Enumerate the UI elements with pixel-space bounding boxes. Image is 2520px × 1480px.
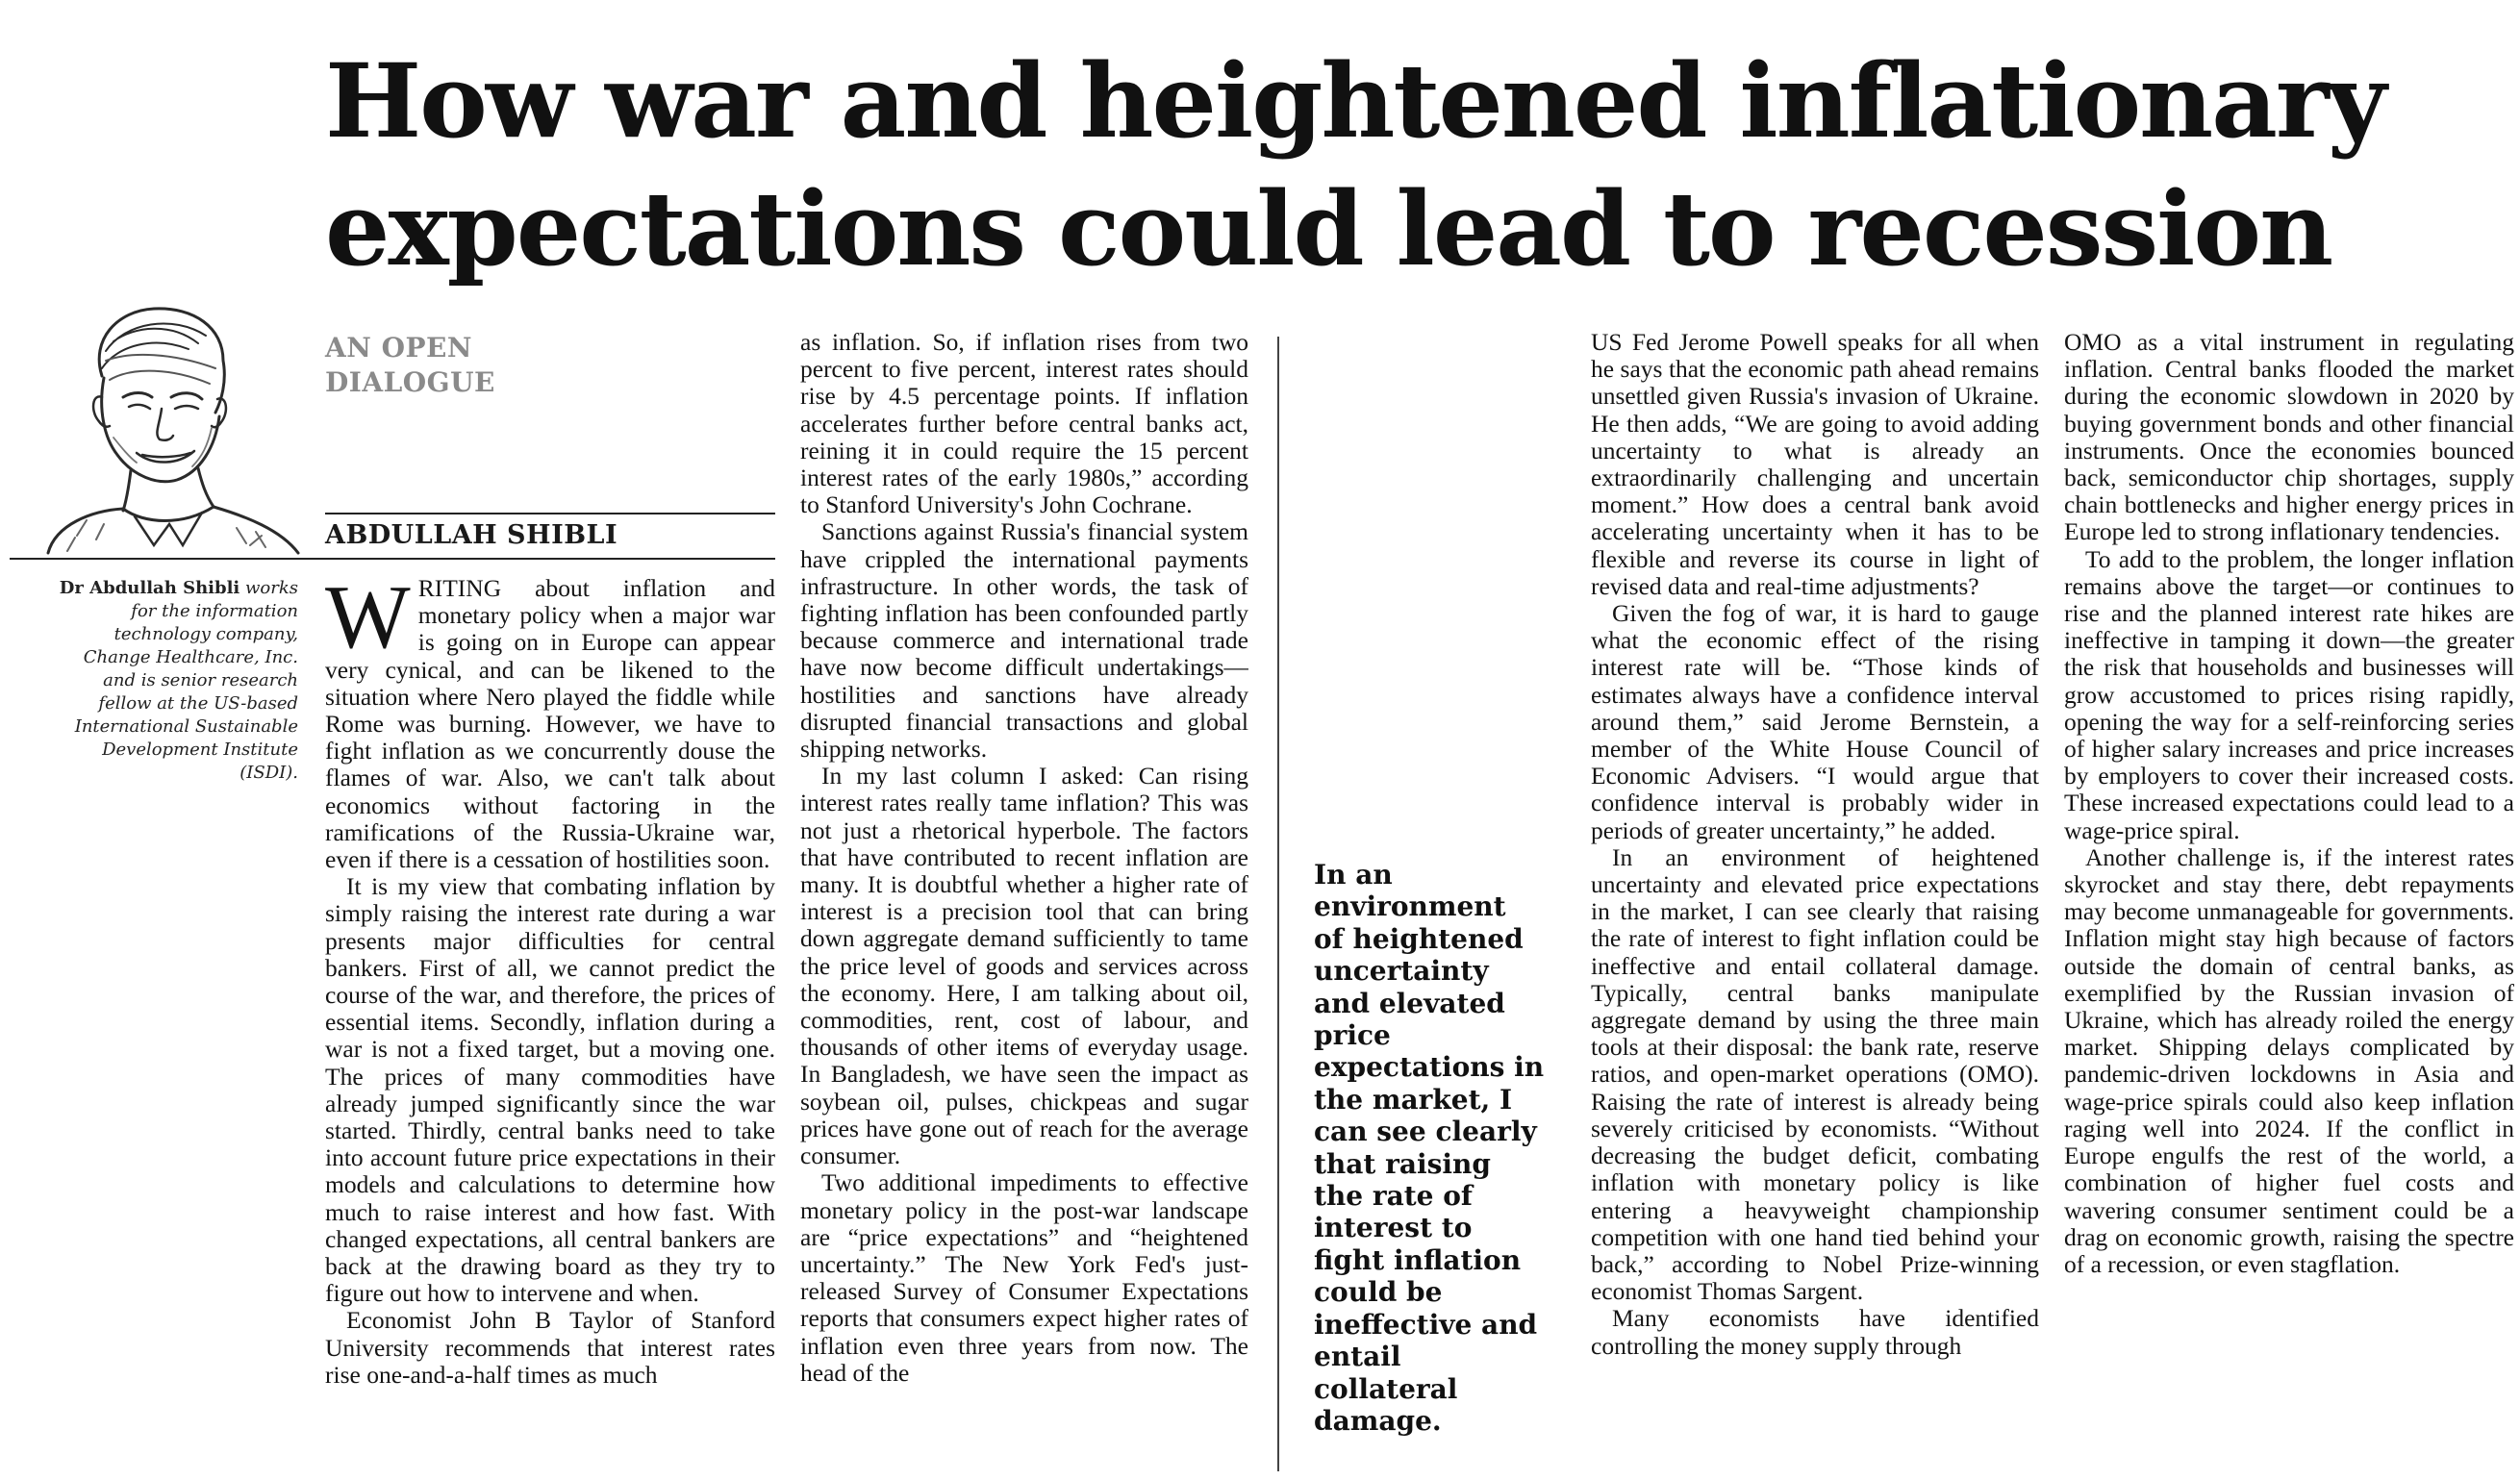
article-paragraph: Sanctions against Russia's financial system have crippled the international payments infrastructure. In other words, the task of fighting inflation has been confounded partly because commerce and international trade have now become difficult undertakings—hostilities and sanctions have already disrupted financial transactions and global shipping networks. (800, 517, 1248, 764)
headline-line-2: expectations could lead to recession (325, 168, 2332, 288)
article-paragraph: To add to the problem, the longer inflation remains above the target—or continues to rise and the planned interest rate hikes are ineffective in tamping it down—the greater the risk that households and businesses will grow accustomed to prices rising rapidly, opening the way for a self-reinforcing series of higher salary increases and price increases by employers to cover their increased costs. These increased expectations could lead to a wage-price spiral. (2064, 544, 2514, 844)
column-kicker (325, 331, 614, 400)
article-paragraph: Another challenge is, if the interest rates skyrocket and stay there, debt repayments may become unmanageable for governments. Inflation might stay high because of factors outside the domain of central banks, as exemplified by the Russian invasion of Ukraine, which has already roiled the energy market. Shipping delays complicated by pandemic-driven lockdowns in Asia and wage-price spirals could also keep inflation raging well into 2024. If the conflict in Europe engulfs the rest of the world, a combination of higher fuel costs and wavering consumer sentiment could be a drag on economic growth, raising the spectre of a recession, or even stagflation. (2064, 842, 2514, 1278)
article-column-2 (800, 329, 1248, 1475)
article-paragraph: Two additional impediments to effective monetary policy in the post-war landscape are “price expectations” and “heightened uncertainty.” The New York Fed's just-released Survey of Consumer Expectations reports that consumers expect higher rates of inflation even three years from now. The head of the (800, 1168, 1248, 1387)
author-portrait-sketch (10, 293, 308, 563)
bio-name: Dr Abdullah Shibli (59, 578, 240, 598)
kicker-line-1: AN OPEN (325, 332, 472, 364)
pull-quote: In an environment of heightened uncertainty and elevated price expectations in the market, I can see clearly that raising the rate of interest to fight inflation could be ineffective and entail collateral damage. (1314, 859, 1545, 1437)
article-paragraph-continued: OMO as a vital instrument in regulating inflation. Central banks flooded the market during the economic slowdown in 2020 by buying government bonds and other financial instruments. Once the economies bounced back, semiconductor chip shortages, supply chain bottlenecks and higher energy prices in Europe led to strong inflationary tendencies. (2064, 329, 2514, 546)
article-paragraph: It is my view that combating inflation by simply raising the interest rate during a war presents major difficulties for central bankers. First of all, we cannot predict the course of the war, and therefore, the prices of essential items. Secondly, inflation during a war is not a fixed target, but a moving one. The prices of many commodities have already jumped significantly since the war started. Thirdly, central banks need to take into account future price expectations in their models and calculations to determine how much to raise interest and how fast. With changed expectations, all central bankers are back at the drawing board as they try to figure out how to intervene and when. (325, 872, 775, 1308)
article-column-1 (325, 575, 775, 1475)
kicker-line-2: DIALOGUE (325, 366, 495, 398)
byline-rule (325, 513, 775, 514)
portrait-rule (10, 558, 775, 560)
drop-cap: W (325, 575, 411, 667)
article-paragraph: Economist John B Taylor of Stanford University recommends that interest rates rise one-and-a-half times as much (325, 1306, 775, 1389)
article-paragraph-continued: US Fed Jerome Powell speaks for all when he says that the economic path ahead remains unsettled given Russia's invasion of Ukraine. He then adds, “We are going to avoid adding uncertainty to what is already an extraordinarily challenging and uncertain moment.” How does a central bank avoid accelerating uncertainty when it has to be flexible and reverse its course in light of revised data and real-time adjustments? (1591, 329, 2039, 600)
headline (325, 37, 2499, 292)
article-column-4 (1591, 329, 2039, 1475)
author-byline: ABDULLAH SHIBLI (325, 520, 618, 550)
article-column-5 (2064, 329, 2514, 1475)
column-divider (1277, 337, 1279, 1471)
article-paragraph: Given the fog of war, it is hard to gauge what the economic effect of the rising interest rate will be. “Those kinds of estimates always have a confidence interval around them,” said Jerome Bernstein, a member of the White House Council of Economic Advisers. “I would argue that confidence interval is probably wider in periods of greater uncertainty,” he added. (1591, 599, 2039, 844)
article-paragraph: In an environment of heightened uncertainty and elevated price expectations in the market, I can see clearly that raising the rate of interest to fight inflation could be ineffective and entail collateral damage. Typically, central banks manipulate aggregate demand by using the three main tools at their disposal: the bank rate, reserve ratios, and open-market operations (OMO). Raising the rate of interest is already being severely criticised by economists. “Without decreasing the budget deficit, combating inflation with monetary policy is like entering a heavyweight championship competition with one hand tied behind your back,” according to Nobel Prize-winning economist Thomas Sargent. (1591, 842, 2039, 1306)
article-paragraph: In my last column I asked: Can rising interest rates really tame inflation? This was not just a rhetorical hyperbole. The factors that have contributed to recent inflation are many. It is doubtful whether a higher rate of interest is a precision tool that can bring down aggregate demand sufficiently to tame the price level of goods and services across the economy. Here, I am talking about oil, commodities, rent, cost of labour, and thousands of other items of everyday usage. In Bangladesh, we have seen the impact as soybean oil, pulses, chickpeas and sugar prices have gone out of reach for the average consumer. (800, 762, 1248, 1170)
article-paragraph: Many economists have identified controlling the money supply through (1591, 1304, 2039, 1360)
article-paragraph-continued: as inflation. So, if inflation rises from two percent to five percent, interest rates should rise by 4.5 percentage points. If inflation accelerates further before central banks act, reining it in could require the 15 percent interest rates of the early 1980s,” according to Stanford University's John Cochrane. (800, 329, 1248, 519)
author-bio (58, 577, 298, 785)
article-paragraph (325, 575, 775, 873)
bio-text: works for the information technology company, Change Healthcare, Inc. and is senior research fellow at the US-based International Sustainable Development Institute (ISDI). (74, 578, 298, 783)
paragraph-text: RITING about inflation and monetary policy when a major war is going on in Europe can appear very cynical, and can be likened to the situation where Nero played the fiddle while Rome was burning. However, we have to fight inflation as we concurrently douse the flames of war. Also, we can't talk about economics without factoring in the ramifications of the Russia-Ukraine war, even if there is a cessation of hostilities soon. (325, 575, 775, 874)
headline-line-1: How war and heightened inflationary (325, 40, 2385, 161)
